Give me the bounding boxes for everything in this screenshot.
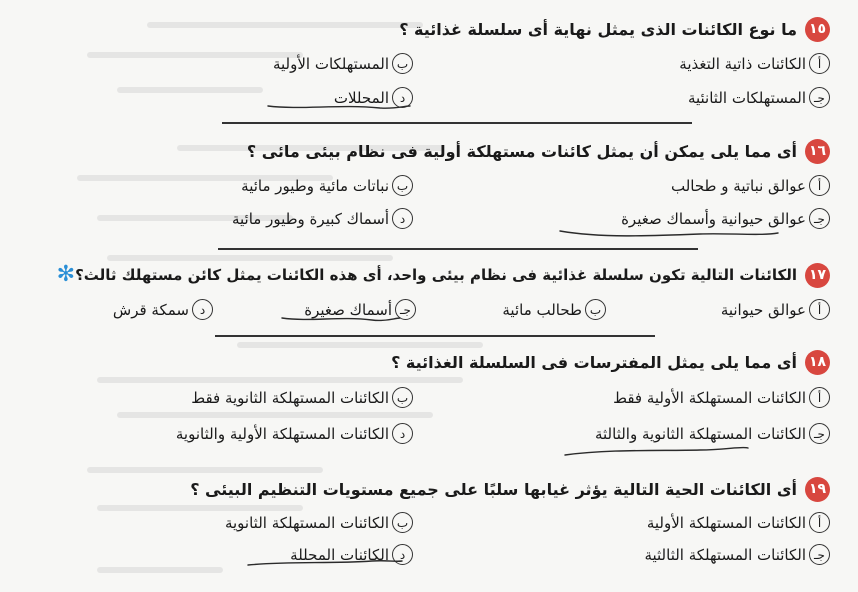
option-text: المستهلكات الثانئية (687, 88, 806, 107)
pen-underline (560, 231, 778, 236)
question-text: ما نوع الكائنات الذى يمثل نهاية أى سلسلة غذائية ؟ (399, 19, 797, 39)
option-d[interactable] (232, 208, 413, 229)
option-b[interactable] (502, 299, 606, 320)
question-text: أى مما يلى يمكن أن يمثل كائنات مستهلكة أولية فى نظام بيئى مائى ؟ (246, 141, 797, 161)
option-text: الكائنات المستهلكة الثانوية (224, 513, 389, 532)
option-letter: جـ (809, 208, 830, 229)
option-a[interactable] (721, 299, 830, 320)
option-text: أسماك كبيرة وطيور مائية (231, 209, 389, 228)
option-text: الكائنات المستهلكة الثانوية والثالثة (594, 424, 806, 443)
option-letter: أ (809, 53, 830, 74)
option-c[interactable] (644, 544, 830, 565)
divider (222, 122, 692, 124)
option-b[interactable] (273, 53, 413, 74)
question-number-badge: ١٧ (805, 263, 830, 288)
option-text: الكائنات المستهلكة الأولية والثانوية (175, 424, 389, 443)
option-text: عوالق حيوانية (720, 300, 806, 319)
option-c[interactable] (621, 208, 830, 229)
option-text: الكائنات المحللة (290, 545, 389, 564)
option-letter: جـ (809, 544, 830, 565)
option-text: طحالب مائية (502, 300, 582, 319)
option-letter: أ (809, 175, 830, 196)
question-number-badge: ١٨ (805, 350, 830, 375)
option-letter: د (392, 87, 413, 108)
option-letter: جـ (395, 299, 416, 320)
option-letter: جـ (809, 87, 830, 108)
option-letter: ب (392, 387, 413, 408)
option-text: نباتات مائية وطيور مائية (241, 176, 389, 195)
option-letter: أ (809, 512, 830, 533)
option-b[interactable] (241, 175, 413, 196)
option-letter: ب (392, 512, 413, 533)
option-letter: د (392, 544, 413, 565)
option-text: أسماك صغيرة (304, 300, 392, 319)
option-letter: د (392, 208, 413, 229)
option-text: المستهلكات الأولية (272, 54, 389, 73)
option-a[interactable] (613, 387, 830, 408)
option-letter: د (392, 423, 413, 444)
option-letter: جـ (809, 423, 830, 444)
option-d[interactable] (334, 87, 413, 108)
question-19 (190, 472, 830, 506)
option-text: الكائنات المستهلكة الثانوية فقط (191, 388, 389, 407)
question-18 (391, 345, 830, 379)
option-letter: د (192, 299, 213, 320)
option-letter: ب (392, 53, 413, 74)
option-text: الكائنات المستهلكة الأولية فقط (613, 388, 806, 407)
option-letter: ب (585, 299, 606, 320)
question-number-badge: ١٥ (805, 17, 830, 42)
question-text: أى الكائنات الحية التالية يؤثر غيابها سلبًا على جميع مستويات التنظيم البيئى ؟ (190, 479, 797, 499)
option-d[interactable] (290, 544, 413, 565)
question-15 (399, 12, 830, 46)
option-c[interactable] (595, 423, 830, 444)
option-b[interactable] (225, 512, 413, 533)
option-c[interactable] (304, 299, 416, 320)
question-17 (53, 258, 830, 292)
option-letter: أ (809, 299, 830, 320)
option-text: سمكة قرش (112, 300, 189, 319)
option-c[interactable] (688, 87, 830, 108)
option-text: عوالق نباتية و طحالب (671, 176, 806, 195)
question-text: أى مما يلى يمثل المفترسات فى السلسلة الغذائية ؟ (391, 352, 797, 372)
pen-underline (565, 447, 748, 455)
option-d[interactable] (113, 299, 213, 320)
option-text: الكائنات المستهلكة الأولية (646, 513, 806, 532)
question-16 (247, 134, 830, 168)
question-number-badge: ١٦ (805, 139, 830, 164)
option-a[interactable] (679, 53, 830, 74)
option-a[interactable] (647, 512, 830, 533)
option-b[interactable] (191, 387, 413, 408)
option-letter: ب (392, 175, 413, 196)
option-text: الكائنات المستهلكة الثالثية (644, 545, 806, 564)
option-d[interactable] (176, 423, 413, 444)
star-icon: ✻ (56, 262, 76, 287)
question-number-badge: ١٩ (805, 477, 830, 502)
option-text: عوالق حيوانية وأسماك صغيرة (621, 209, 806, 228)
option-text: الكائنات ذاتية التغذية (679, 54, 806, 73)
divider (218, 248, 698, 250)
question-text: الكائنات التالية تكون سلسلة غذائية فى نظام بيئى واحد، أى هذه الكائنات يمثل كائن مستهلك ثالث؟ (75, 266, 797, 284)
option-text: المحللات (333, 88, 389, 107)
option-letter: أ (809, 387, 830, 408)
option-a[interactable] (671, 175, 830, 196)
divider (215, 335, 655, 337)
